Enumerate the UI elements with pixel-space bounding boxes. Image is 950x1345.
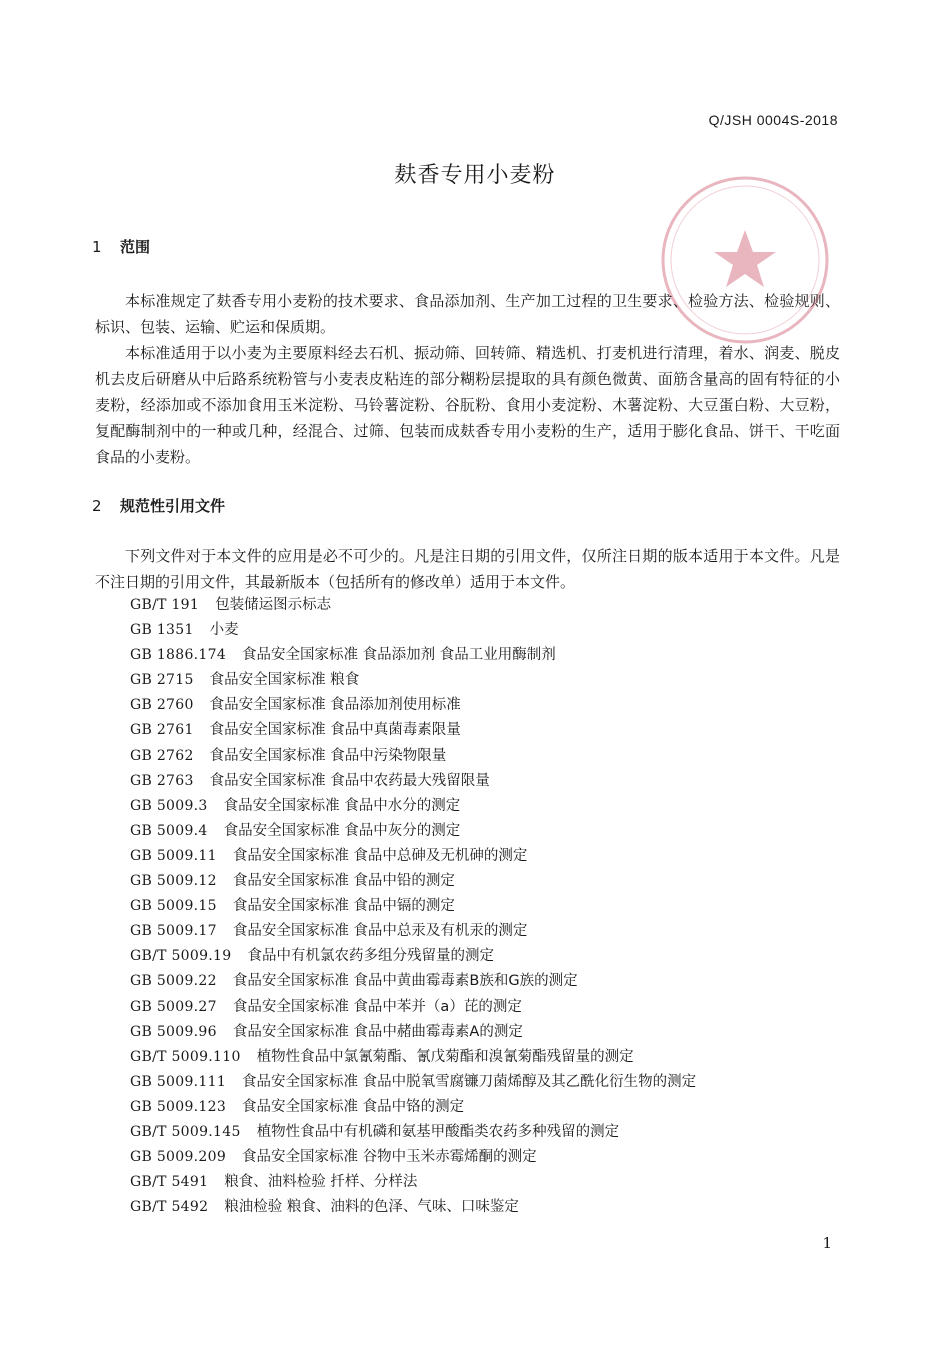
reference-title: 食品安全国家标准 食品中总汞及有机汞的测定 bbox=[232, 923, 528, 940]
reference-code: GB 5009.17 bbox=[130, 923, 217, 940]
reference-title: 包装储运图示标志 bbox=[215, 597, 332, 613]
reference-item bbox=[130, 1145, 696, 1170]
reference-code: GB 5009.96 bbox=[130, 1023, 217, 1040]
reference-code: GB 5009.22 bbox=[130, 973, 217, 990]
reference-title: 食品安全国家标准 食品中铬的测定 bbox=[242, 1098, 465, 1115]
reference-item bbox=[130, 718, 696, 743]
reference-title: 食品安全国家标准 食品中农药最大残留限量 bbox=[209, 772, 490, 789]
reference-item bbox=[130, 1070, 696, 1095]
seal-star-icon bbox=[714, 230, 776, 287]
reference-item bbox=[130, 1195, 696, 1220]
reference-title: 食品中有机氯农药多组分残留量的测定 bbox=[247, 948, 494, 965]
reference-code: GB/T 191 bbox=[130, 597, 200, 613]
reference-title: 食品安全国家标准 食品中污染物限量 bbox=[209, 747, 447, 764]
reference-code: GB 1351 bbox=[130, 622, 194, 639]
reference-item bbox=[130, 894, 696, 919]
reference-item bbox=[130, 643, 696, 668]
reference-code: GB 5009.12 bbox=[130, 873, 217, 890]
reference-code: GB 2763 bbox=[130, 772, 194, 789]
reference-code: GB 5009.4 bbox=[130, 822, 208, 839]
reference-code: GB 5009.15 bbox=[130, 898, 217, 915]
reference-title: 食品安全国家标准 食品添加剂使用标准 bbox=[209, 697, 461, 714]
reference-code: GB 5009.11 bbox=[130, 847, 217, 864]
reference-item bbox=[130, 1045, 696, 1070]
reference-title: 食品安全国家标准 食品中真菌毒素限量 bbox=[209, 722, 461, 739]
reference-title: 植物性食品中氯氰菊酯、氰戊菊酯和溴氰菊酯残留量的测定 bbox=[256, 1048, 634, 1065]
reference-code: GB 2761 bbox=[130, 722, 194, 739]
reference-code: GB/T 5009.19 bbox=[130, 948, 232, 965]
reference-code: GB 5009.209 bbox=[130, 1149, 227, 1166]
reference-title: 食品安全国家标准 粮食 bbox=[209, 672, 360, 689]
standard-code: Q/JSH 0004S-2018 bbox=[708, 112, 838, 128]
reference-title: 粮食、油料检验 扦样、分样法 bbox=[224, 1174, 418, 1191]
reference-code: GB 5009.123 bbox=[130, 1098, 227, 1115]
reference-title: 食品安全国家标准 食品中脱氧雪腐镰刀菌烯醇及其乙酰化衍生物的测定 bbox=[242, 1073, 697, 1090]
reference-item bbox=[130, 969, 696, 994]
reference-code: GB 5009.3 bbox=[130, 797, 208, 814]
reference-item bbox=[130, 794, 696, 819]
section-1-title: 范围 bbox=[120, 238, 151, 256]
reference-code: GB/T 5009.110 bbox=[130, 1048, 241, 1065]
section-2-number: 2 bbox=[92, 497, 102, 515]
reference-code: GB 2762 bbox=[130, 747, 194, 764]
reference-title: 食品安全国家标准 食品中赭曲霉毒素A的测定 bbox=[232, 1023, 523, 1040]
reference-code: GB 2760 bbox=[130, 697, 194, 714]
reference-title: 食品安全国家标准 食品添加剂 食品工业用酶制剂 bbox=[242, 647, 556, 664]
normative-references-list bbox=[130, 593, 696, 1220]
reference-item bbox=[130, 944, 696, 969]
reference-title: 食品安全国家标准 食品中铅的测定 bbox=[232, 873, 455, 890]
reference-item bbox=[130, 919, 696, 944]
page-number: 1 bbox=[822, 1234, 832, 1252]
reference-item bbox=[130, 819, 696, 844]
reference-title: 小麦 bbox=[209, 622, 239, 639]
reference-item bbox=[130, 869, 696, 894]
section-1-number: 1 bbox=[92, 238, 102, 256]
reference-code: GB 2715 bbox=[130, 672, 194, 689]
section-2-heading bbox=[92, 495, 225, 516]
reference-title: 食品安全国家标准 食品中灰分的测定 bbox=[223, 822, 461, 839]
document-title: 麸香专用小麦粉 bbox=[394, 163, 556, 188]
reference-code: GB 5009.27 bbox=[130, 998, 217, 1015]
section-2-paragraph-1: 下列文件对于本文件的应用是必不可少的。凡是注日期的引用文件，仅所注日期的版本适用于本文件。凡是不注日期的引用文件，其最新版本（包括所有的修改单）适用于本文件。 bbox=[95, 547, 840, 591]
reference-item bbox=[130, 1095, 696, 1120]
reference-title: 植物性食品中有机磷和氨基甲酸酯类农药多种残留的测定 bbox=[256, 1123, 620, 1140]
reference-item bbox=[130, 1020, 696, 1045]
section-2-title: 规范性引用文件 bbox=[120, 497, 226, 515]
reference-code: GB 5009.111 bbox=[130, 1073, 227, 1090]
section-1-paragraph-2: 本标准适用于以小麦为主要原料经去石机、振动筛、回转筛、精选机、打麦机进行清理，着水、润麦、脱皮机去皮后研磨从中后路系统粉管与小麦表皮粘连的部分糊粉层提取的具有颜色微黄、面筋含量高的固有特征的小麦粉，经添加或不添加食用玉米淀粉、马铃薯淀粉、谷朊粉、食用小麦淀粉、木薯淀粉、大豆蛋白粉、大豆粉，复配酶制剂中的一种或几种，经混合、过筛、包装而成麸香专用小麦粉的生产，适用于膨化食品、饼干、干吃面食品的小麦粉。 bbox=[95, 344, 840, 466]
reference-title: 食品安全国家标准 食品中水分的测定 bbox=[223, 797, 461, 814]
reference-item bbox=[130, 668, 696, 693]
reference-title: 食品安全国家标准 食品中黄曲霉毒素B族和G族的测定 bbox=[232, 973, 578, 990]
reference-item bbox=[130, 744, 696, 769]
reference-code: GB 1886.174 bbox=[130, 647, 227, 664]
reference-item bbox=[130, 769, 696, 794]
reference-item bbox=[130, 693, 696, 718]
section-1-heading bbox=[92, 236, 150, 257]
reference-title: 食品安全国家标准 食品中苯并（a）芘的测定 bbox=[232, 998, 522, 1015]
reference-title: 食品安全国家标准 食品中镉的测定 bbox=[232, 898, 455, 915]
reference-title: 食品安全国家标准 谷物中玉米赤霉烯酮的测定 bbox=[242, 1149, 537, 1166]
reference-code: GB/T 5492 bbox=[130, 1199, 209, 1216]
reference-title: 食品安全国家标准 食品中总砷及无机砷的测定 bbox=[232, 847, 528, 864]
reference-code: GB/T 5009.145 bbox=[130, 1123, 241, 1140]
reference-title: 粮油检验 粮食、油料的色泽、气味、口味鉴定 bbox=[224, 1199, 519, 1216]
reference-item bbox=[130, 995, 696, 1020]
section-1-paragraph-1: 本标准规定了麸香专用小麦粉的技术要求、食品添加剂、生产加工过程的卫生要求、检验方法、检验规则、标识、包装、运输、贮运和保质期。 bbox=[95, 292, 840, 336]
reference-item bbox=[130, 593, 696, 618]
reference-item bbox=[130, 1120, 696, 1145]
reference-item bbox=[130, 618, 696, 643]
reference-item bbox=[130, 844, 696, 869]
reference-code: GB/T 5491 bbox=[130, 1174, 209, 1191]
reference-item bbox=[130, 1170, 696, 1195]
